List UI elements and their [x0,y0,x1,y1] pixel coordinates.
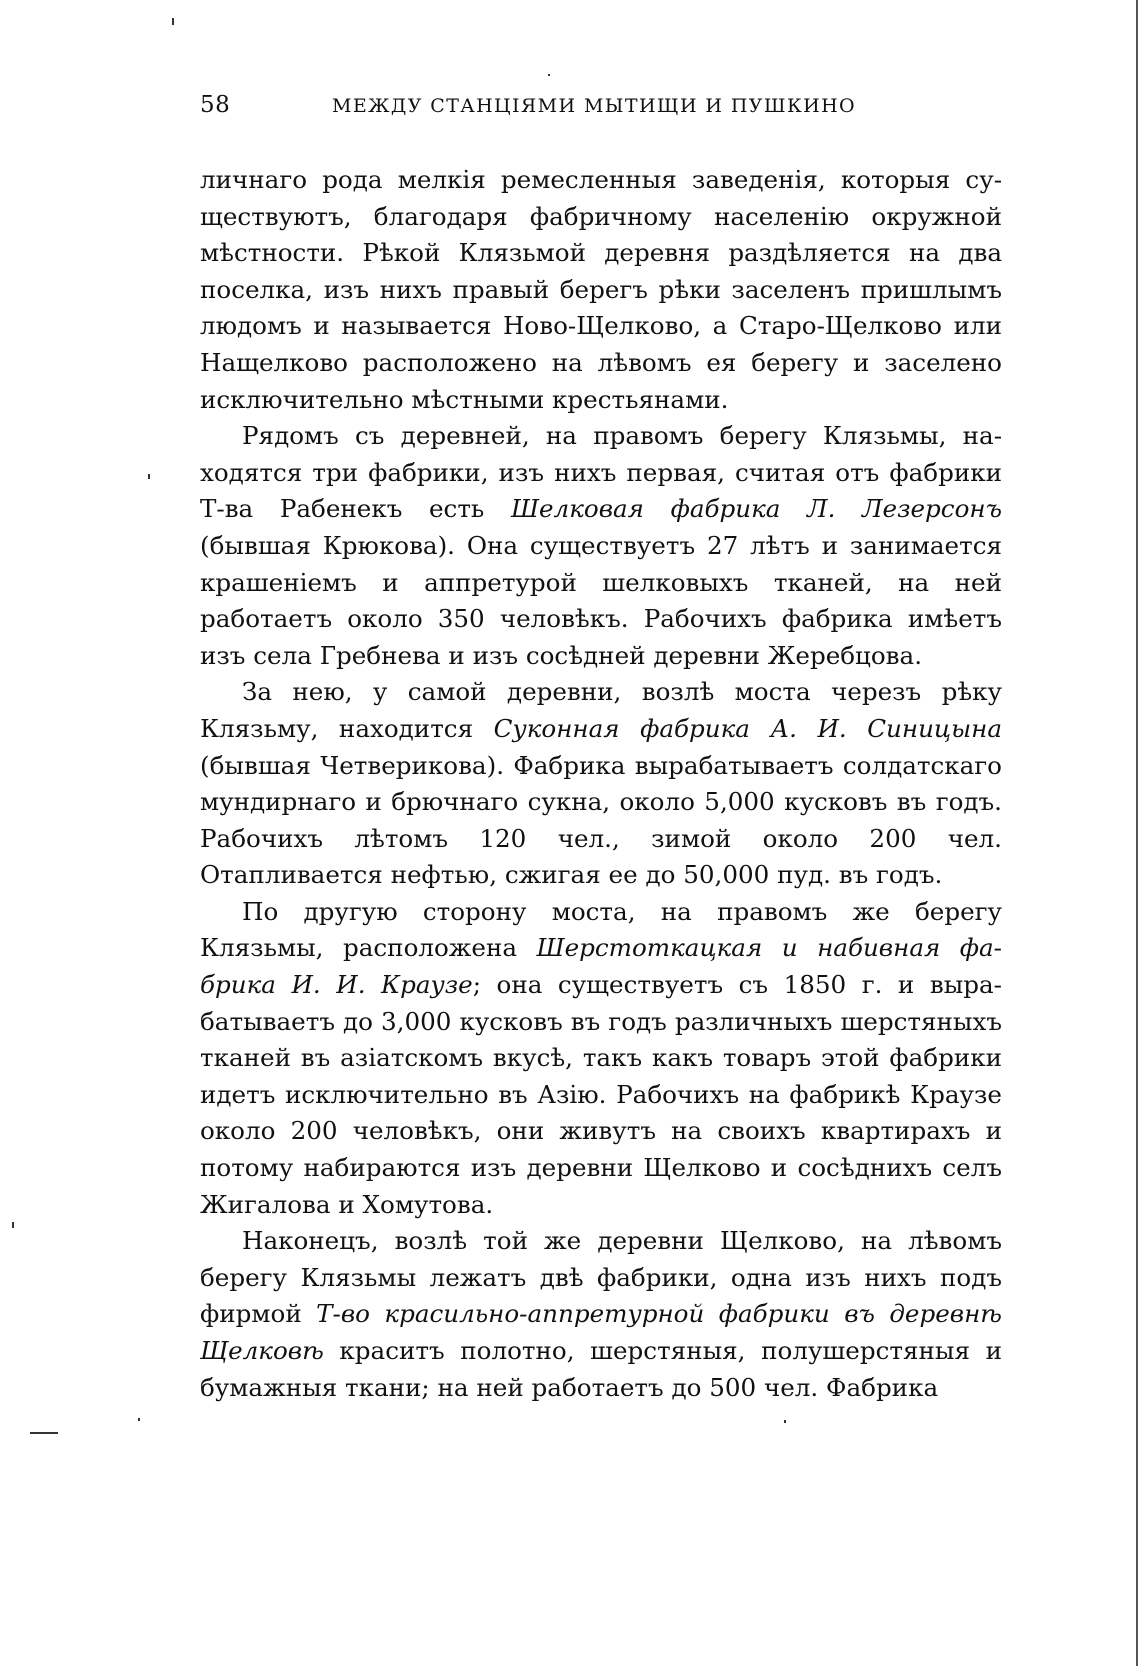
body-text [200,162,1002,1406]
scan-mark [148,474,150,479]
text-run: краситъ полотно, шерстяныя, полушерстяныя и бумажныя ткани; на ней работаетъ до 500 чел. Фабрика [200,1336,1002,1402]
text-run: ; она существуетъ съ 1850 г. и вырабатываетъ до 3,000 кусковъ въ годъ различныхъ шерстяныхъ тканей въ азіатскомъ вкусѣ, такъ какъ товаръ этой фабрики идетъ исключительно въ Азію. Рабочихъ на фабрикѣ Краузе около 200 человѣкъ, они живутъ на своихъ квартирахъ и потому набираются изъ деревни Щелково и сосѣднихъ селъ Жигалова и Хомутова. [200,970,1002,1219]
text-run: личнаго рода мелкія ремесленныя заведенія, которыя существуютъ, благодаря фабричному населенію окружной мѣстности. Рѣкой Клязьмой деревня раздѣляется на два поселка, изъ нихъ правый берегъ рѣки заселенъ пришлымъ людомъ и называется Ново-Щелково, а Старо-Щелково или Нащелково расположено на лѣвомъ ея берегу и заселено исключительно мѣстными крестьянами. [200,165,1002,414]
paragraph [200,418,1002,674]
running-title: МЕЖДУ СТАНЦІЯМИ МЫТИЩИ И ПУШКИНО [332,95,857,117]
page-number: 58 [200,92,231,118]
italic-factory-name: Т-во красильно-аппретурной фабрики въ деревнѣ Щелковѣ [200,1299,1003,1365]
text-run: По другую сторону моста, на правомъ же берегу Клязьмы, расположена [200,896,1002,963]
paragraph [200,162,1002,418]
paragraph [200,894,1002,1223]
italic-factory-name: Суконная фабрика А. И. Синицына [493,713,1002,743]
scan-mark [548,74,550,76]
scan-mark [138,1418,140,1421]
scan-mark [784,1420,786,1423]
text-run: Наконецъ, возлѣ той же деревни Щелково, на лѣвомъ берегу Клязьмы лежатъ двѣ фабрики, одна изъ нихъ подъ фирмой [200,1226,1002,1329]
italic-factory-name: Шерстоткацкая и набивная фабрика И. И. Краузе [200,933,1002,1000]
page-edge-line [1136,0,1138,1666]
paragraph [200,674,1002,894]
scan-mark [30,1432,58,1434]
paragraph [200,1223,1002,1406]
scan-mark [172,18,174,25]
text-run: Рядомъ съ деревней, на правомъ берегу Клязьмы, находятся три фабрики, изъ нихъ первая, считая отъ фабрики Т-ва Рабенекъ есть [200,421,1002,524]
italic-factory-name: Шелковая фабрика Л. Лезерсонъ [510,494,1002,524]
text-run: (бывшая Крюкова). Она существуетъ 27 лѣтъ и занимается крашеніемъ и аппретурой шелковыхъ тканей, на ней работаетъ около 350 человѣкъ. Рабочихъ фабрика имѣетъ изъ села Гребнева и изъ сосѣдней деревни Жеребцова. [200,530,1002,670]
text-run: (бывшая Четверикова). Фабрика вырабатываетъ солдатскаго мундирнаго и брючнаго сукна, около 5,000 кусковъ въ годъ. Рабочихъ лѣтомъ 120 чел., зимой около 200 чел. Отапливается нефтью, сжигая ее до 50,000 пуд. въ годъ. [200,750,1002,890]
page-header [200,92,1004,128]
text-run: За нею, у самой деревни, возлѣ моста черезъ рѣку Клязьму, находится [200,677,1002,743]
scan-mark [12,1222,14,1228]
